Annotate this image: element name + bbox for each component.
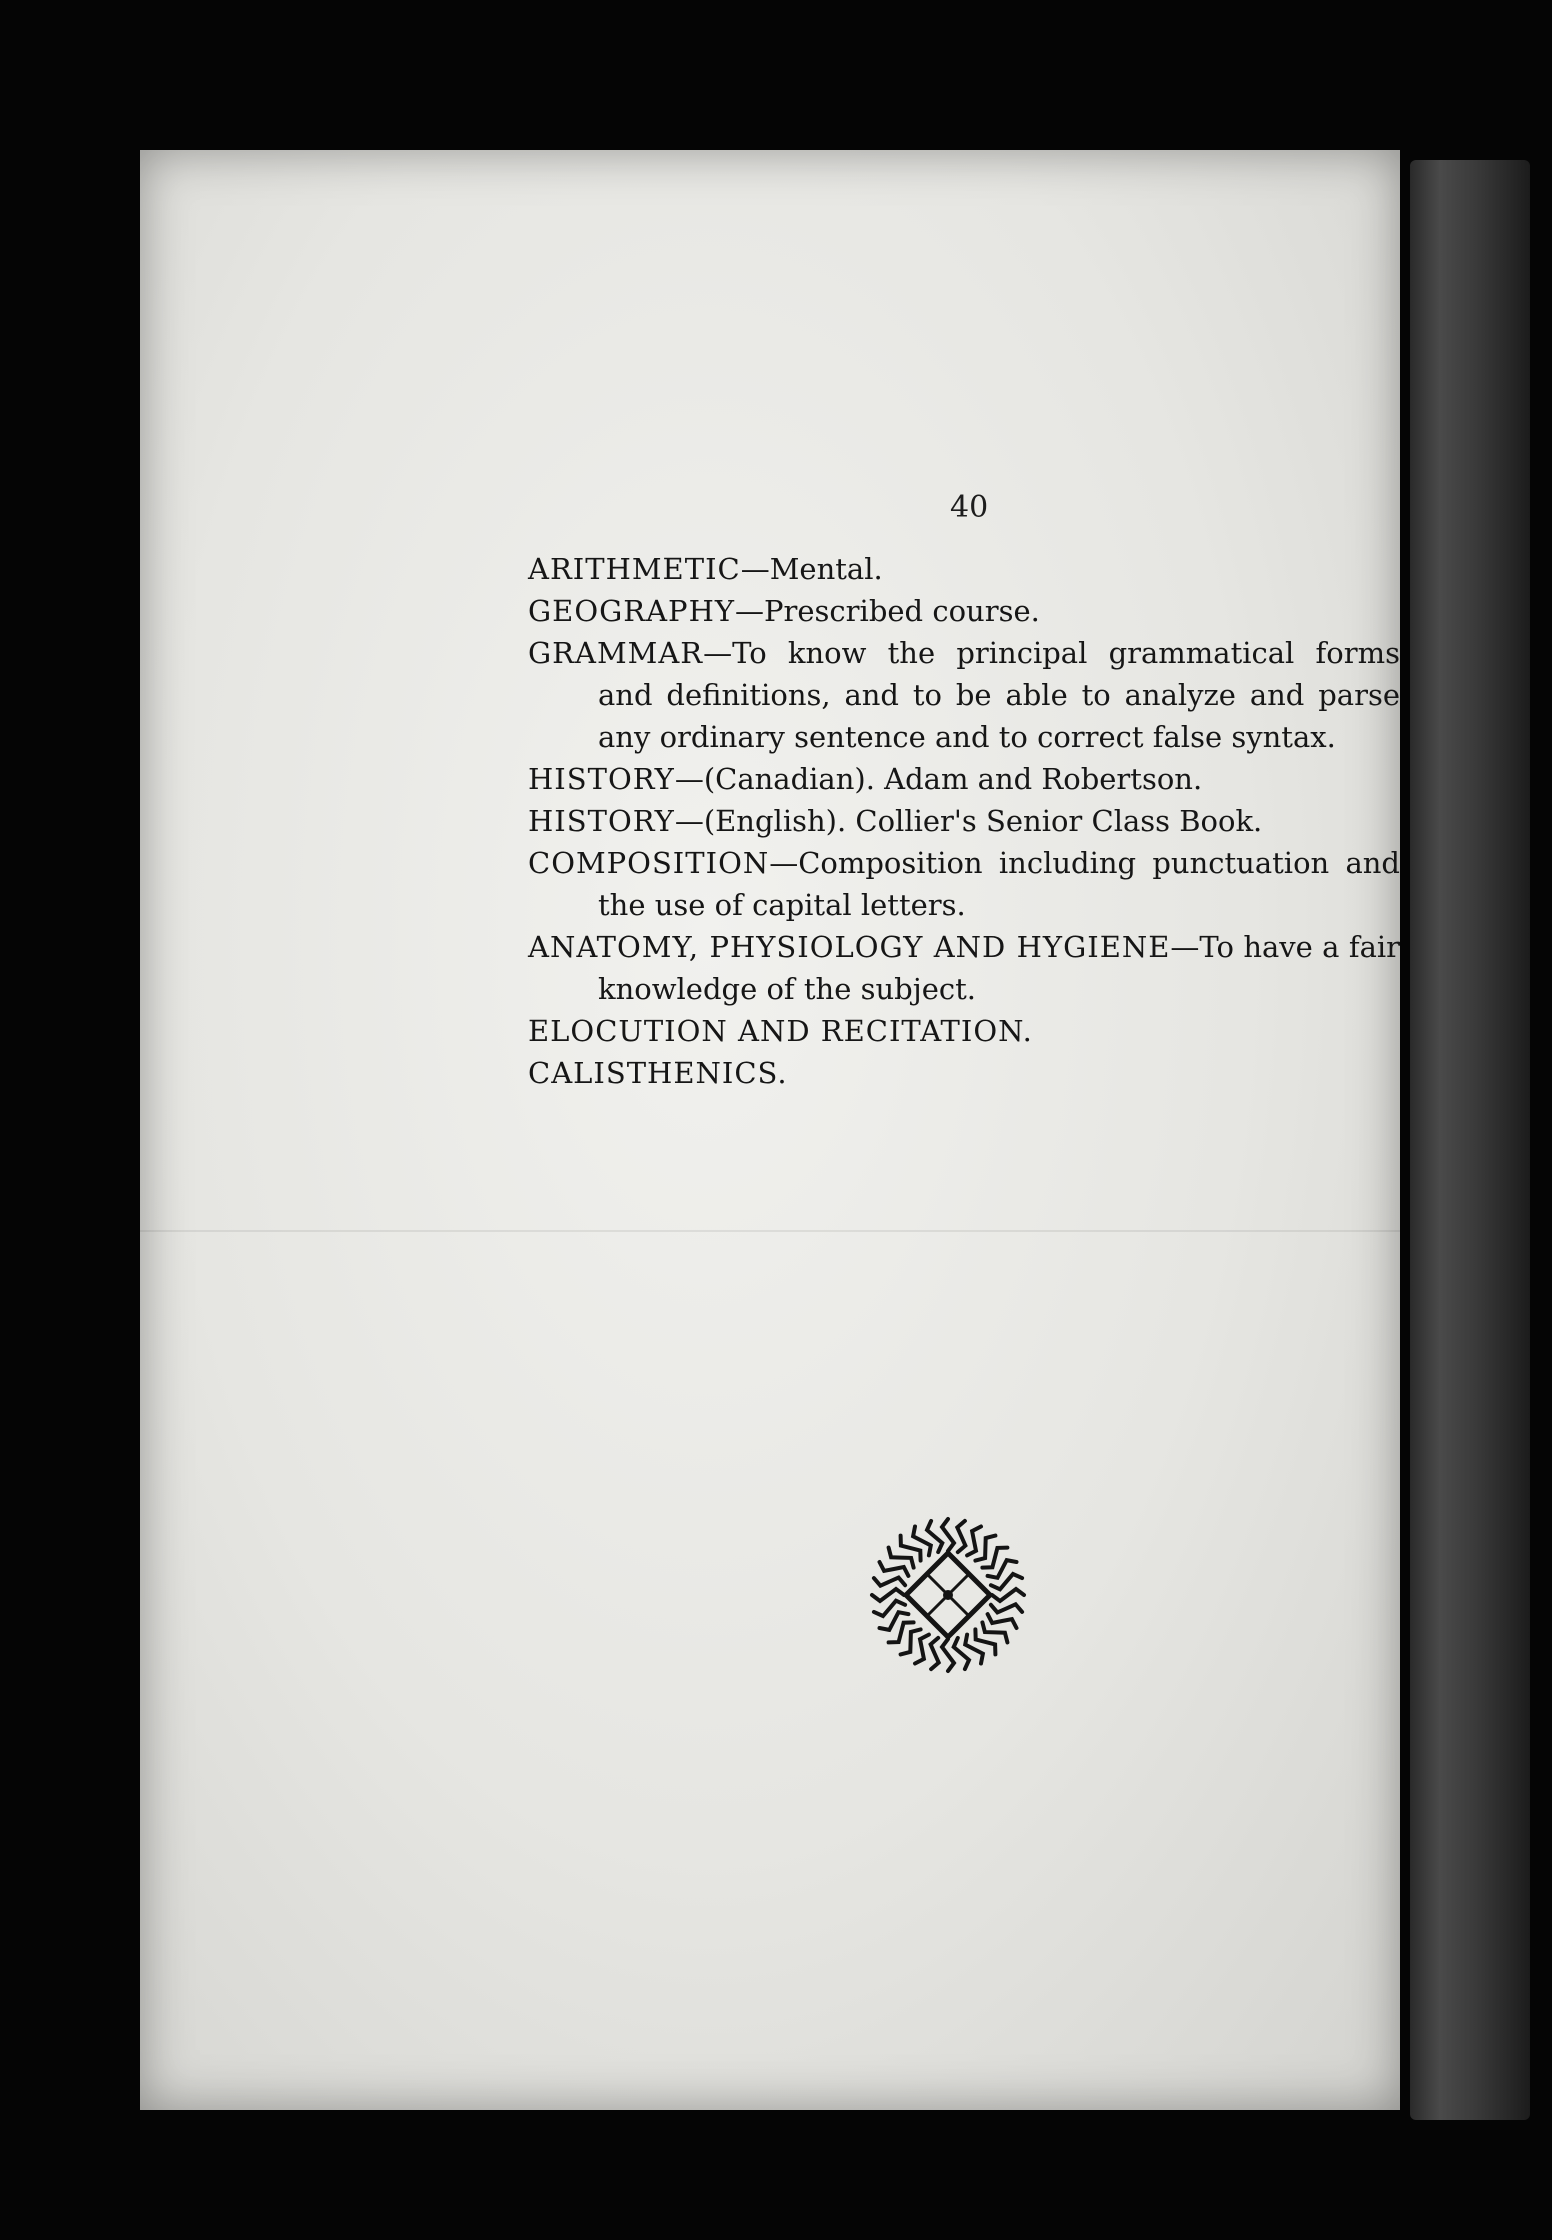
entry-heading: GRAMMAR [528, 636, 704, 670]
entry-text: —To have a fair knowledge of the subject. [598, 930, 1400, 1006]
entry-grammar [528, 632, 1400, 758]
entry-composition [528, 842, 1400, 926]
entry-heading: CALISTHENICS. [528, 1056, 788, 1090]
entry-heading: ANATOMY, PHYSIOLOGY AND HYGIENE [528, 930, 1171, 964]
entry-heading: ARITHMETIC [528, 552, 741, 586]
entry-arithmetic [528, 548, 1400, 590]
sunburst-ornament-icon [868, 1515, 1028, 1675]
book-page [140, 150, 1400, 2110]
entry-heading: HISTORY [528, 762, 675, 796]
entry-geography [528, 590, 1400, 632]
entry-heading: COMPOSITION [528, 846, 770, 880]
entry-text: —To know the principal grammatical forms and definitions, and to be able to analyze and parse any ordinary sentence and to correct false syntax. [598, 636, 1400, 754]
entry-text: —Composition including punctuation and the use of capital letters. [598, 846, 1400, 922]
entry-text: —(English). Collier's Senior Class Book. [674, 804, 1263, 838]
entry-history-canadian [528, 758, 1400, 800]
page-number: 40 [950, 490, 989, 525]
entry-text: —(Canadian). Adam and Robertson. [674, 762, 1203, 796]
entry-heading: HISTORY [528, 804, 675, 838]
entry-heading: GEOGRAPHY [528, 594, 736, 628]
entry-text: —Prescribed course. [735, 594, 1040, 628]
entry-history-english [528, 800, 1400, 842]
entry-elocution [528, 1010, 1400, 1052]
entry-calisthenics [528, 1052, 1400, 1094]
entry-text: —Mental. [740, 552, 883, 586]
book-spine [1410, 160, 1530, 2120]
entry-heading: ELOCUTION AND RECITATION. [528, 1014, 1033, 1048]
curriculum-list [528, 548, 1400, 1094]
entry-anatomy [528, 926, 1400, 1010]
